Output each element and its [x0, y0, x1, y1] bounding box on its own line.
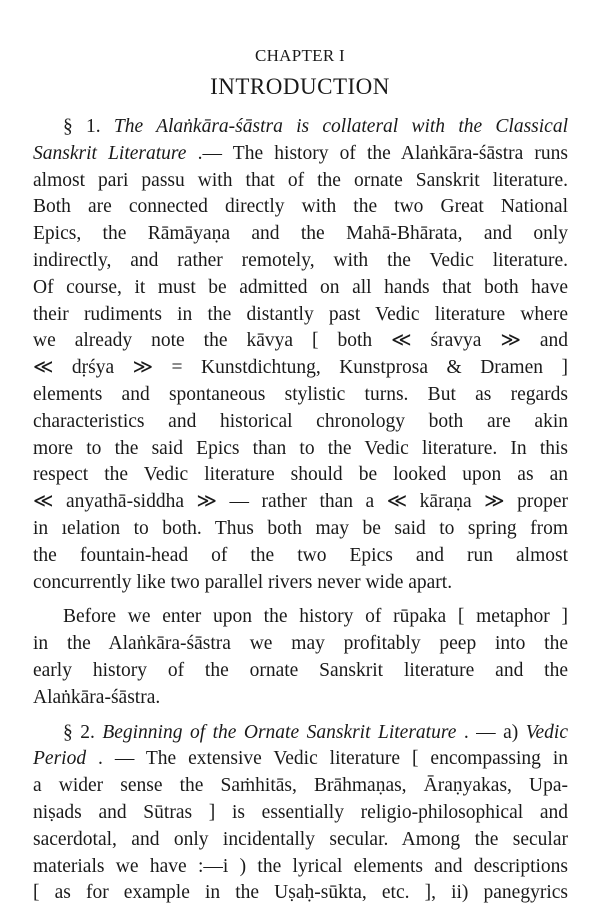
text-line — [33, 355, 568, 382]
text-segment: Alaṅkāra-śāstra. — [33, 686, 161, 708]
text-segment: we already note the kāvya [ both ≪ śravya ≫ and — [33, 330, 568, 352]
chapter-title: INTRODUCTION — [210, 74, 390, 99]
text-segment: almost pari passu with that of the ornate Sanskrit literature. — [33, 169, 568, 191]
text-line — [33, 248, 568, 275]
text-segment: early history of the ornate Sanskrit literature and the — [33, 659, 568, 681]
text-segment: ≪ anyathā-siddha ≫ — rather than a ≪ kāraṇa ≫ proper — [33, 491, 568, 513]
text-line — [33, 854, 568, 881]
text-line — [33, 328, 568, 355]
text-line — [33, 275, 568, 302]
text-segment: .— The history of the Alaṅkāra-śāstra runs — [186, 142, 569, 164]
text-line — [33, 516, 568, 543]
text-segment: concurrently like two parallel rivers never wide apart. — [33, 571, 453, 593]
text-segment: niṣads and Sūtras ] is essentially religio-philosophical and — [33, 801, 568, 823]
text-line — [33, 604, 568, 631]
text-segment: . — The extensive Vedic literature [ encompassing in — [86, 748, 568, 770]
italic-text: Sanskrit Literature — [33, 142, 187, 164]
text-line — [33, 800, 568, 827]
paragraph — [33, 114, 568, 596]
text-segment: Epics, the Rāmāyaṇa and the Mahā-Bhārata, and only — [33, 223, 568, 245]
text-segment: a wider sense the Saṁhitās, Brāhmaṇas, Āraṇyakas, Upa- — [33, 775, 568, 797]
text-segment: § 1. — [63, 116, 114, 137]
text-segment: in the Alaṅkāra-śāstra we may profitably peep into the — [33, 633, 568, 655]
text-segment: more to the said Epics than to the Vedic literature. In this — [33, 437, 568, 459]
text-segment: characteristics and historical chronology both are akin — [33, 410, 568, 432]
text-segment: in ıelation to both. Thus both may be said to spring from — [33, 517, 568, 539]
text-line — [33, 489, 568, 516]
text-line — [33, 773, 568, 800]
text-line — [33, 409, 568, 436]
body-text — [33, 114, 568, 915]
text-segment: [ as for example in the Uṣaḥ-sūkta, etc. ], ii) panegyrics — [33, 882, 568, 904]
text-line — [33, 382, 568, 409]
chapter-number: CHAPTER I — [254, 46, 346, 65]
text-segment: materials we have :—i ) the lyrical elements and descriptions — [33, 855, 568, 877]
text-segment: § 2. — [63, 721, 103, 743]
italic-text: Vedic — [525, 721, 569, 743]
text-segment: Before we enter upon the history of rūpaka [ metaphor ] — [63, 606, 568, 628]
text-line — [33, 746, 568, 773]
italic-text: Period — [33, 748, 87, 770]
text-line — [33, 543, 568, 570]
text-segment: the fountain-head of the two Epics and run almost — [33, 544, 568, 566]
text-line — [33, 631, 568, 658]
text-line — [33, 221, 568, 248]
text-segment: indirectly, and rather remotely, with the Vedic literature. — [33, 249, 568, 271]
text-line — [33, 658, 568, 685]
italic-text: The Alaṅkāra-śāstra is collateral with the Classical — [113, 116, 569, 137]
text-line — [33, 168, 568, 195]
text-segment: elements and spontaneous stylistic turns. But as regards — [33, 383, 568, 405]
text-segment: their rudiments in the distantly past Vedic literature where — [33, 303, 568, 325]
text-line — [33, 114, 568, 141]
paragraph — [33, 604, 568, 711]
text-line — [33, 685, 568, 712]
text-line — [33, 720, 568, 747]
text-segment: ≪ dṛśya ≫ = Kunstdichtung, Kunstprosa & Dramen ] — [33, 357, 568, 379]
text-line — [33, 462, 568, 489]
text-segment: . — a) — [456, 721, 526, 743]
text-segment: Of course, it must be admitted on all hands that both have — [33, 276, 568, 298]
text-line — [33, 570, 568, 597]
text-segment: sacerdotal, and only incidentally secular. Among the secular — [33, 828, 568, 850]
text-line — [33, 880, 568, 907]
text-segment: Both are connected directly with the two Great National — [33, 196, 568, 218]
text-line — [33, 302, 568, 329]
italic-text: Beginning of the Ornate Sanskrit Literature — [102, 721, 457, 743]
text-line — [33, 827, 568, 854]
text-line — [33, 194, 568, 221]
text-segment: respect the Vedic literature should be looked upon as an — [33, 464, 568, 486]
text-line — [33, 141, 568, 168]
paragraph — [33, 720, 568, 908]
text-line — [33, 436, 568, 463]
